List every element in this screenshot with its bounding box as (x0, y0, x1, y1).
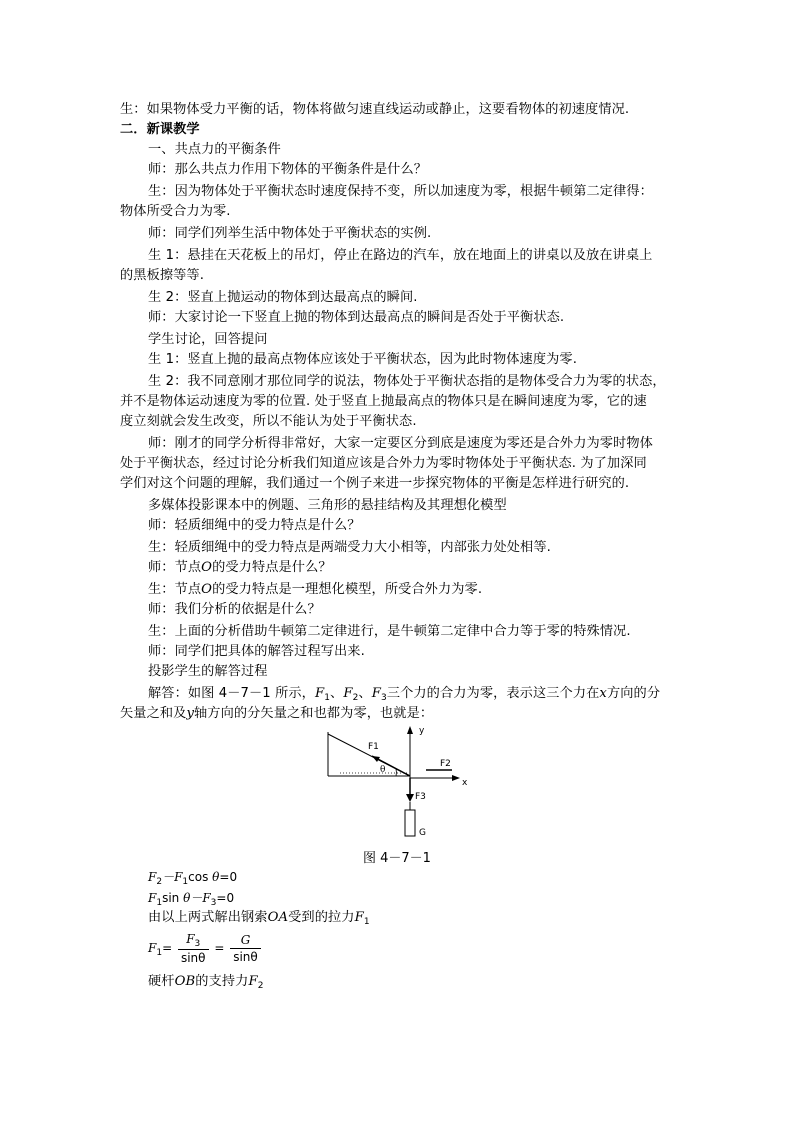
eq-text: = (162, 941, 173, 955)
paragraph-line (120, 704, 433, 724)
paragraph-line: 投影学生的解答过程 (148, 664, 268, 679)
paragraph-line: 生 2：竖直上抛运动的物体到达最高点的瞬间. (148, 290, 418, 305)
x-symbol: x (599, 686, 607, 701)
subscript: 1 (182, 877, 189, 887)
cable-symbol: OA (267, 910, 289, 925)
line-text: 、 (330, 686, 344, 701)
fraction-denominator: sinθ (233, 950, 258, 964)
force-symbol: F (371, 686, 381, 701)
subscript: 2 (156, 877, 163, 887)
y-axis-arrowhead (407, 726, 413, 734)
paragraph-line: 师：同学们列举生活中物体处于平衡状态的实例. (148, 226, 432, 241)
paragraph-line: 的黑板擦等等. (120, 268, 205, 283)
force-symbol: F (343, 686, 353, 701)
force-symbol: F (314, 686, 325, 701)
paragraph-line (148, 580, 482, 600)
equation-2 (148, 889, 234, 909)
paragraph-line: 生：因为物体处于平衡状态时速度保持不变，所以加速度为零，根据牛顿第二定律得： (148, 184, 653, 199)
line-text: 解答：如图 4－7－1 所示， (148, 686, 315, 701)
weight-block (405, 810, 415, 836)
eq-text: =0 (219, 870, 238, 884)
line-text: 轴方向的分矢量之和也都为零，也就是： (194, 706, 434, 721)
eq-symbol: －F (162, 870, 183, 884)
point-o-symbol: O (201, 560, 213, 575)
rod-symbol: OB (174, 974, 196, 989)
subscript: 2 (352, 693, 359, 703)
paragraph-line (148, 972, 264, 993)
fraction-numerator: $F_3$ (178, 931, 209, 950)
subsection-heading: 一、共点力的平衡条件 (148, 142, 281, 157)
eq-text: sin (162, 891, 180, 905)
eq-symbol: F (148, 870, 157, 884)
paragraph-line: 师：刚才的同学分析得非常好，大家一定要区分到底是速度为零还是合外力为零时物体 (148, 436, 653, 451)
subscript: 1 (324, 693, 331, 703)
paragraph-line: 并不是物体运动速度为零的位置. 处于竖直上抛最高点的物体只是在瞬间速度为零，它的速 (120, 394, 647, 409)
eq-symbol: F (148, 941, 157, 955)
eq-text: cos (188, 870, 209, 884)
line-text: 生：节点 (148, 582, 202, 597)
line-text: 矢量之和及 (120, 706, 187, 721)
f1-arrowhead (372, 756, 380, 762)
x-axis-label: x (462, 778, 468, 788)
eq-text: =0 (216, 891, 235, 905)
paragraph-line: 师：轻质细绳中的受力特点是什么？ (148, 518, 361, 533)
paragraph-line: 师：我们分析的依据是什么？ (148, 602, 321, 617)
force-diagram (320, 722, 480, 844)
paragraph-line: 生 1：悬挂在天花板上的吊灯，停止在路边的汽车，放在地面上的讲桌以及放在讲桌上 (148, 248, 653, 263)
g-label: G (419, 828, 426, 838)
line-text: 方向的分 (606, 686, 661, 701)
y-axis-label: y (419, 726, 425, 736)
paragraph-line: 生：如果物体受力平衡的话，物体将做匀速直线运动或静止，这要看物体的初速度情况. (120, 102, 630, 117)
line-text: 由以上两式解出钢索 (148, 910, 268, 925)
subscript: 1 (156, 948, 163, 958)
paragraph-line: 师：同学们把具体的解答过程写出来. (148, 644, 365, 659)
theta-label: θ (380, 765, 386, 775)
paragraph-line (148, 558, 332, 578)
theta-symbol: θ (212, 870, 220, 884)
line-text: 、 (358, 686, 372, 701)
subscript: 2 (257, 981, 264, 991)
line-text: 三个力的合力为零，表示这三个力在 (386, 686, 600, 701)
paragraph-line (148, 684, 660, 705)
f3-label: F3 (415, 792, 426, 802)
paragraph-line: 生 2：我不同意刚才那位同学的说法，物体处于平衡状态指的是物体受合力为零的状态， (148, 374, 666, 389)
subscript: 3 (380, 693, 387, 703)
fraction-numerator: G (230, 932, 261, 949)
fraction-equation (148, 931, 263, 966)
section-heading: 二．新课教学 (120, 122, 200, 137)
eq-symbol: －F (190, 891, 211, 905)
f2-label: F2 (440, 759, 451, 769)
subscript: 1 (363, 917, 370, 927)
f3-arrowhead (406, 794, 414, 802)
line-text: 的受力特点是一理想化模型，所受合外力为零. (212, 582, 483, 597)
subscript: 3 (210, 898, 217, 908)
paragraph-line: 学们对这个问题的理解，我们通过一个例子来进一步探究物体的平衡是怎样进行研究的. (120, 476, 630, 491)
paragraph-line: 生 1：竖直上抛的最高点物体应该处于平衡状态，因为此时物体速度为零. (148, 352, 577, 367)
paragraph-line (148, 908, 370, 929)
paragraph-line: 处于平衡状态，经过讨论分析我们知道应该是合外力为零时物体处于平衡状态. 为了加深同 (120, 456, 647, 471)
paragraph-line: 度立刻就会发生改变，所以不能认为处于平衡状态. (120, 414, 417, 429)
paragraph-line: 多媒体投影课本中的例题、三角形的悬挂结构及其理想化模型 (148, 498, 507, 513)
fraction-2 (230, 932, 261, 965)
line-text: 受到的拉力 (288, 910, 355, 925)
line-text: 的受力特点是什么？ (212, 560, 332, 575)
line-text: 的支持力 (195, 974, 249, 989)
figure-caption: 图 4－7－1 (363, 851, 431, 866)
fraction-denominator: sinθ (180, 951, 206, 965)
paragraph-line: 师：那么共点力作用下物体的平衡条件是什么？ (148, 162, 428, 177)
theta-symbol: θ (183, 891, 191, 905)
paragraph-line: 师：大家讨论一下竖直上抛的物体到达最高点的瞬间是否处于平衡状态. (148, 310, 565, 325)
eq-text: = (214, 941, 225, 955)
paragraph-line: 生：轻质细绳中的受力特点是两端受力大小相等，内部张力处处相等. (148, 540, 551, 555)
f1-label: F1 (368, 742, 379, 752)
force-symbol: F (248, 974, 258, 989)
equation-1 (148, 868, 237, 888)
point-o-symbol: O (201, 582, 213, 597)
eq-symbol: F (148, 891, 157, 905)
paragraph-line: 物体所受合力为零. (120, 204, 231, 219)
line-text: 师：节点 (148, 560, 202, 575)
y-symbol: y (186, 706, 194, 721)
line-text: 硬杆 (148, 974, 175, 989)
paragraph-line: 生：上面的分析借助牛顿第二定律进行，是牛顿第二定律中合力等于零的特殊情况. (148, 624, 631, 639)
fraction-1 (178, 931, 209, 966)
subscript: 1 (156, 898, 163, 908)
x-axis-arrowhead (452, 775, 460, 781)
force-symbol: F (354, 910, 364, 925)
paragraph-line: 学生讨论，回答提问 (148, 332, 268, 347)
